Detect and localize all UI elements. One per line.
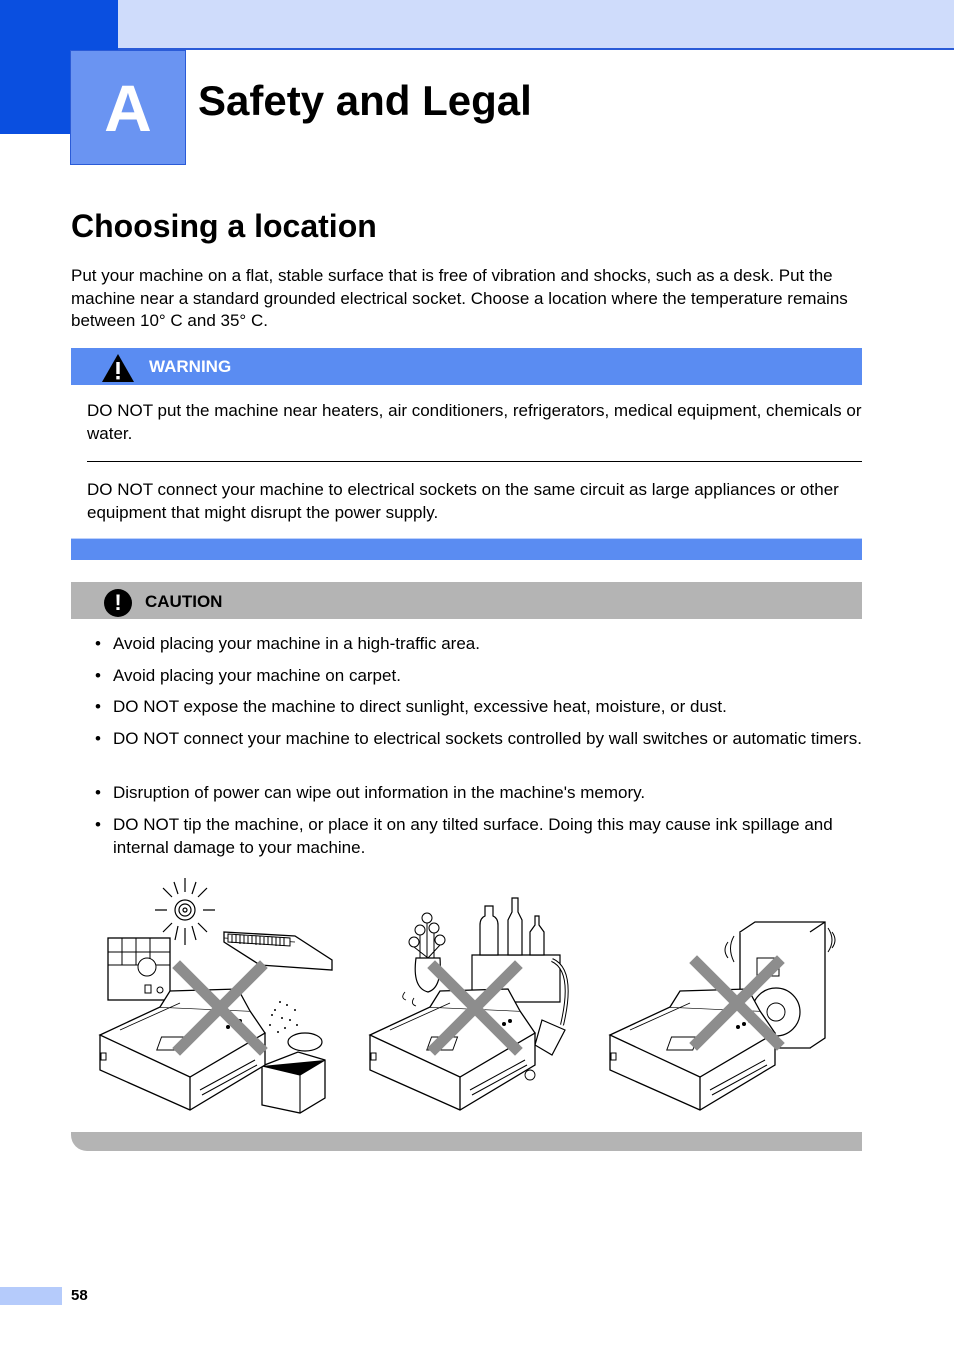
bullet-dot-icon: • xyxy=(95,634,101,653)
caution-footer xyxy=(71,1132,862,1151)
section-title: Choosing a location xyxy=(71,208,377,244)
caution-label: CAUTION xyxy=(145,592,223,611)
chapter-letter: A xyxy=(70,50,186,165)
caution-bullet: • Disruption of power can wipe out information in the machine's memory. xyxy=(95,782,863,805)
intro-paragraph: Put your machine on a flat, stable surface that is free of vibration and shocks, such as a desk. Put the machine near a standard grounded electrical socket. Choose a location where the temperature remains between 10° C and 35° C. xyxy=(71,266,848,330)
bullet-dot-icon: • xyxy=(95,783,101,802)
bullet-dot-icon: • xyxy=(95,697,101,716)
caution-bullet: • Avoid placing your machine in a high-traffic area. xyxy=(95,633,863,656)
caution-bullet: • DO NOT expose the machine to direct sunlight, excessive heat, moisture, or dust. xyxy=(95,696,863,719)
scene-heat-sources xyxy=(100,878,332,1113)
placement-illustrations xyxy=(90,870,880,1125)
caution-bullet: • DO NOT tip the machine, or place it on any tilted surface. Doing this may cause ink spillage and internal damage to your machine. xyxy=(95,815,833,857)
scene-moisture-dust xyxy=(370,898,567,1110)
bullet-dot-icon: • xyxy=(95,815,101,834)
warning-label: WARNING xyxy=(149,357,232,376)
bullet-dot-icon: • xyxy=(95,729,101,748)
bullet-dot-icon: • xyxy=(95,666,101,685)
scene-vibration xyxy=(610,922,835,1110)
warning-divider xyxy=(87,461,862,462)
header-band xyxy=(0,0,954,49)
chapter-title: Safety and Legal xyxy=(198,77,532,124)
warning-footer xyxy=(71,538,862,560)
caution-exclamation-icon: ! xyxy=(104,589,132,617)
warning-item: DO NOT put the machine near heaters, air conditioners, refrigerators, medical equipment, chemicals or water. xyxy=(87,401,862,443)
caution-bullet: • Avoid placing your machine on carpet. xyxy=(95,665,863,688)
header-rule xyxy=(118,48,954,50)
page-tab xyxy=(0,1287,62,1305)
warning-triangle-icon xyxy=(100,352,136,384)
page-number: 58 xyxy=(71,1287,88,1304)
caution-bullet: • DO NOT connect your machine to electrical sockets controlled by wall switches or automatic timers. xyxy=(95,728,863,751)
warning-item: DO NOT connect your machine to electrical sockets on the same circuit as large appliances or other equipment that might disrupt the power supply. xyxy=(87,480,839,522)
